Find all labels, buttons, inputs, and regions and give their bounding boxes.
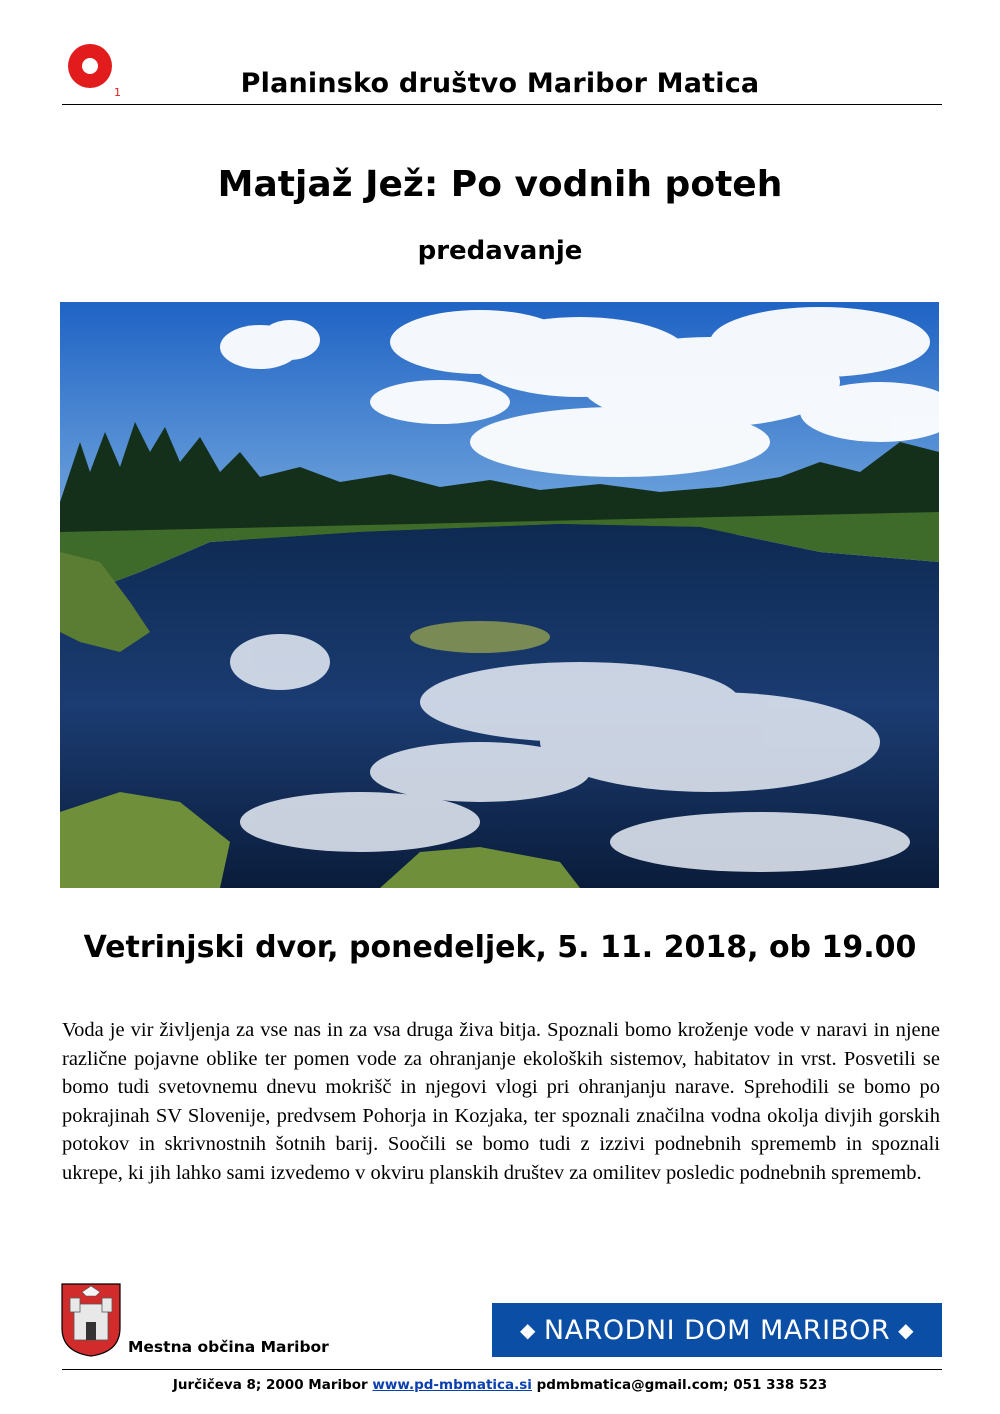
coat-of-arms	[60, 1282, 122, 1358]
narodni-dom-label: NARODNI DOM MARIBOR	[543, 1314, 891, 1346]
event-type: predavanje	[417, 236, 583, 266]
event-title: Matjaž Jež: Po vodnih poteh	[217, 164, 783, 205]
city-municipality-label: Mestna občina Maribor	[128, 1338, 329, 1356]
venue-datetime: Vetrinjski dvor, ponedeljek, 5. 11. 2018, ob 19.00	[83, 930, 917, 965]
lake-photo	[60, 302, 939, 888]
coat-of-arms-icon	[60, 1282, 122, 1358]
narodni-dom-banner	[492, 1303, 942, 1357]
logo-mark: 1	[114, 86, 121, 99]
club-logo	[66, 38, 128, 100]
event-description: Voda je vir življenja za vse nas in za vsa druga živa bitja. Spoznali bomo kroženje vode v naravi in njene različne pojavne oblike ter pomen vode za ohranjanje ekoloških sistemov, habitatov in vrst. Posvetili se bomo tudi svetovnemu dnevu mokrišč in njegovi vlogi pri ohranjanju narave. Sprehodili se bomo po pokrajinah SV Slovenije, predvsem Pohorja in Kozjaka, ter spoznali značilna vodna okolja divjih gorskih potokov in skrivnostnih šotnih barij. Soočili se bomo tudi z izzivi podnebnih sprememb in spoznali ukrepe, ki jih lahko sami izvedemo v okviru planskih društev za omilitev posledic podnebnih sprememb.	[62, 1019, 940, 1184]
footer-address: Jurčičeva 8; 2000 Maribor	[172, 1377, 373, 1393]
diamond-right-icon: ◆	[898, 1318, 914, 1342]
footer-divider	[62, 1369, 942, 1370]
organization-name: Planinsko društvo Maribor Matica	[240, 68, 760, 99]
club-logo-icon	[66, 38, 128, 100]
diamond-left-icon: ◆	[520, 1318, 536, 1342]
footer-contact	[0, 1377, 1000, 1393]
header-divider	[62, 104, 942, 105]
footer-email-phone: pdmbmatica@gmail.com; 051 338 523	[531, 1377, 828, 1393]
website-link[interactable]: www.pd-mbmatica.si	[372, 1377, 532, 1393]
